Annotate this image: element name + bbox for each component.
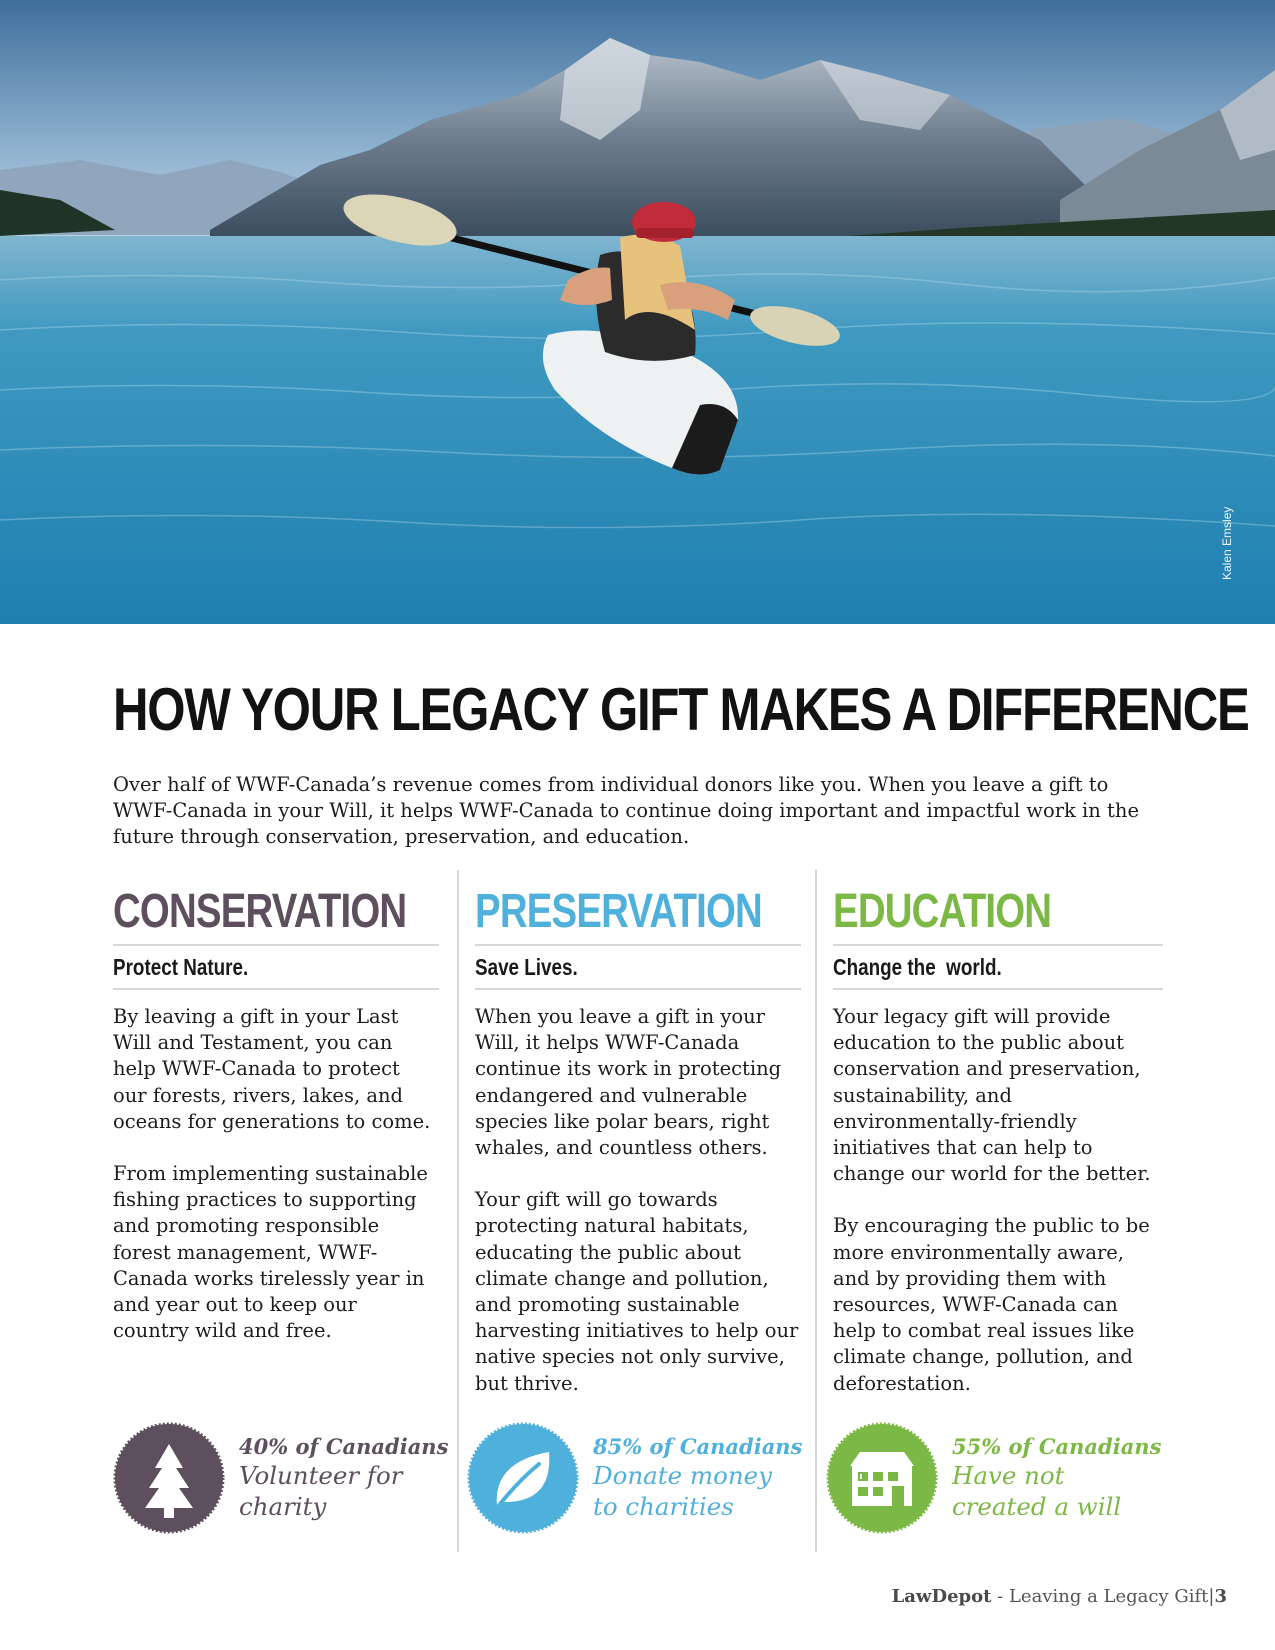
stat-description: Volunteer for charity (239, 1461, 403, 1521)
column-heading: PRESERVATION (475, 885, 762, 938)
page-title: HOW YOUR LEGACY GIFT MAKES A DIFFERENCE (113, 676, 1249, 743)
body-paragraph: By encouraging the public to be more environmentally aware, and by providing them with resources, WWF-Canada can help to combat real issues like climate change, pollution, and deforestation. (833, 1214, 1150, 1395)
body-paragraph: By leaving a gift in your Last Will and Testament, you can help WWF-Canada to protect our forests, rivers, lakes, and oceans for generations to come. (113, 1005, 431, 1133)
house-icon (826, 1422, 938, 1534)
divider (833, 988, 1163, 990)
hero-photo (0, 0, 1275, 624)
stat-percent: 40% of Canadians (239, 1434, 449, 1459)
intro-paragraph: Over half of WWF-Canada’s revenue comes from individual donors like you. When you leave a gift to WWF-Canada in your Will, it helps WWF-Canada to continue doing important and impactful work in the future through conservation, preservation, and education. (113, 773, 1139, 848)
body-paragraph: Your gift will go towards protecting natural habitats, educating the public about climate change and pollution, and promoting sustainable harvesting initiatives to help our native species not only survive, but thrive. (475, 1188, 799, 1395)
column-subheading: Change the world. (833, 954, 1002, 980)
body-paragraph: From implementing sustainable fishing practices to supporting and promoting responsible forest management, WWF-Canada works tirelessly year in and year out to keep our country wild and free. (113, 1162, 428, 1343)
leaf-icon (467, 1422, 579, 1534)
column-divider (457, 870, 459, 1552)
column-body (833, 1004, 1163, 1397)
stat-text (952, 1434, 1162, 1522)
column-heading: EDUCATION (833, 885, 1052, 938)
body-paragraph: When you leave a gift in your Will, it helps WWF-Canada continue its work in protecting endangered and vulnerable species like polar bears, right whales, and countless others. (475, 1005, 782, 1160)
stat-percent: 85% of Canadians (593, 1434, 803, 1459)
body-paragraph: Your legacy gift will provide education to the public about conservation and preservation, sustainability, and environmentally-friendly initiatives that can help to change our world for the better. (833, 1005, 1151, 1186)
footer-bar: | (1208, 1586, 1215, 1607)
stat-description: Have not created a will (952, 1461, 1122, 1521)
page-footer (892, 1586, 1227, 1607)
column-subheading: Protect Nature. (113, 954, 249, 980)
stat-description: Donate money to charities (593, 1461, 773, 1521)
page-number: 3 (1214, 1586, 1227, 1607)
column-body (475, 1004, 801, 1397)
footer-doc-title: Leaving a Legacy Gift (1008, 1586, 1209, 1607)
column-education (833, 880, 1163, 1423)
column-divider (815, 870, 817, 1552)
footer-separator: - (991, 1586, 1009, 1607)
column-body (113, 1004, 439, 1344)
column-subheading: Save Lives. (475, 954, 578, 980)
stat-percent: 55% of Canadians (952, 1434, 1162, 1459)
photo-credit: Kalen Emsley (1220, 506, 1234, 580)
column-conservation (113, 880, 439, 1370)
column-preservation (475, 880, 801, 1423)
tree-icon (113, 1422, 225, 1534)
stat-text (239, 1434, 449, 1522)
divider (113, 988, 439, 990)
footer-brand: LawDepot (891, 1586, 992, 1607)
column-heading: CONSERVATION (113, 885, 407, 938)
kayaker-mountain-lake-photo (0, 0, 1275, 624)
stat-text (593, 1434, 803, 1522)
divider (475, 988, 801, 990)
